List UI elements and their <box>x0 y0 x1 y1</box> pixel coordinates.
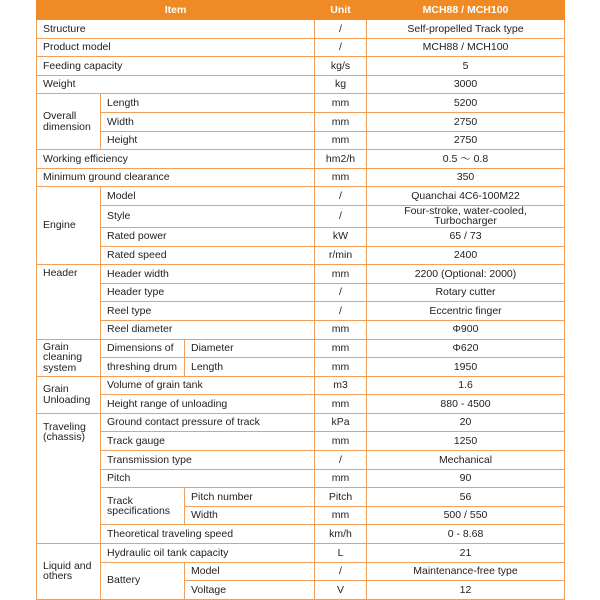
row-unit: km/h <box>315 525 367 544</box>
row-sublabel: Dimensions of <box>101 339 185 358</box>
row-label: Hydraulic oil tank capacity <box>101 544 315 563</box>
table-row <box>37 376 565 395</box>
group-label-grain-cleaning: Grain cleaning system <box>37 339 101 376</box>
row-unit: V <box>315 581 367 600</box>
row-label: Feeding capacity <box>37 57 315 76</box>
row-unit: kg/s <box>315 57 367 76</box>
table-row <box>37 395 565 414</box>
table-row <box>37 227 565 246</box>
row-value: Φ900 <box>367 320 565 339</box>
row-value: 65 / 73 <box>367 227 565 246</box>
row-label: Structure <box>37 20 315 39</box>
row-label: Ground contact pressure of track <box>101 413 315 432</box>
row-label: Height <box>101 131 315 150</box>
row-value: Quanchai 4C6-100M22 <box>367 187 565 206</box>
row-value: 2750 <box>367 131 565 150</box>
row-value: 1950 <box>367 358 565 377</box>
table-row <box>37 94 565 113</box>
group-label-liquid: Liquid and others <box>37 544 101 600</box>
table-row <box>37 246 565 265</box>
row-value: 90 <box>367 469 565 488</box>
row-unit: Pitch <box>315 488 367 507</box>
row-value: 2400 <box>367 246 565 265</box>
table-row <box>37 302 565 321</box>
group-label-overall-dimension: Overall dimension <box>37 94 101 150</box>
row-label: Product model <box>37 38 315 57</box>
header-item: Item <box>37 1 315 20</box>
table-row <box>37 283 565 302</box>
table-row <box>37 265 565 284</box>
group-label-traveling: Traveling (chassis) <box>37 413 101 543</box>
row-unit: mm <box>315 358 367 377</box>
row-label: Working efficiency <box>37 150 315 169</box>
row-unit: mm <box>315 339 367 358</box>
header-model: MCH88 / MCH100 <box>367 1 565 20</box>
row-unit: / <box>315 562 367 581</box>
table-row <box>37 75 565 94</box>
row-unit: mm <box>315 506 367 525</box>
row-label: Length <box>185 358 315 377</box>
row-unit: mm <box>315 469 367 488</box>
row-value: 2750 <box>367 112 565 131</box>
row-label: Diameter <box>185 339 315 358</box>
table-row <box>37 131 565 150</box>
row-label: Length <box>101 94 315 113</box>
row-value: 500 / 550 <box>367 506 565 525</box>
table-row <box>37 339 565 358</box>
row-label: Reel diameter <box>101 320 315 339</box>
row-label: Header width <box>101 265 315 284</box>
row-sublabel: threshing drum <box>101 358 185 377</box>
row-value: 21 <box>367 544 565 563</box>
row-unit: mm <box>315 131 367 150</box>
table-row <box>37 20 565 39</box>
row-value: 2200 (Optional: 2000) <box>367 265 565 284</box>
table-row <box>37 168 565 187</box>
row-label: Rated power <box>101 227 315 246</box>
row-value: 1250 <box>367 432 565 451</box>
row-label: Pitch <box>101 469 315 488</box>
row-unit: mm <box>315 265 367 284</box>
row-label: Width <box>185 506 315 525</box>
table-row <box>37 432 565 451</box>
row-value: 12 <box>367 581 565 600</box>
row-unit: mm <box>315 168 367 187</box>
row-label: Voltage <box>185 581 315 600</box>
row-label: Rated speed <box>101 246 315 265</box>
table-row <box>37 358 565 377</box>
row-unit: / <box>315 38 367 57</box>
group-label-grain-unloading: Grain Unloading <box>37 376 101 413</box>
row-unit: / <box>315 205 367 227</box>
row-label: Width <box>101 112 315 131</box>
row-unit: / <box>315 187 367 206</box>
table-row <box>37 562 565 581</box>
row-label: Pitch number <box>185 488 315 507</box>
table-row <box>37 413 565 432</box>
row-unit: mm <box>315 395 367 414</box>
row-label: Track gauge <box>101 432 315 451</box>
row-unit: L <box>315 544 367 563</box>
row-value: Mechanical <box>367 451 565 470</box>
row-unit: mm <box>315 112 367 131</box>
table-row <box>37 205 565 227</box>
group-label-header: Header <box>37 265 101 339</box>
row-unit: r/min <box>315 246 367 265</box>
row-label: Model <box>185 562 315 581</box>
battery-label: Battery <box>101 562 185 599</box>
row-unit: / <box>315 20 367 39</box>
row-label: Volume of grain tank <box>101 376 315 395</box>
row-value: 350 <box>367 168 565 187</box>
table-header-row <box>37 1 565 20</box>
row-label: Height range of unloading <box>101 395 315 414</box>
table-row <box>37 525 565 544</box>
row-label: Transmission type <box>101 451 315 470</box>
row-value: 20 <box>367 413 565 432</box>
row-unit: m3 <box>315 376 367 395</box>
row-value: Rotary cutter <box>367 283 565 302</box>
header-unit: Unit <box>315 1 367 20</box>
row-value: Self-propelled Track type <box>367 20 565 39</box>
table-row <box>37 469 565 488</box>
row-label: Model <box>101 187 315 206</box>
table-row <box>37 187 565 206</box>
row-value: Maintenance-free type <box>367 562 565 581</box>
row-unit: kPa <box>315 413 367 432</box>
row-value: MCH88 / MCH100 <box>367 38 565 57</box>
row-label: Style <box>101 205 315 227</box>
row-value: 0 - 8.68 <box>367 525 565 544</box>
row-value: Four-stroke, water-cooled, Turbocharger <box>367 205 565 227</box>
row-value: 1.6 <box>367 376 565 395</box>
row-unit: kW <box>315 227 367 246</box>
row-value: 56 <box>367 488 565 507</box>
table-row <box>37 544 565 563</box>
row-label: Header type <box>101 283 315 302</box>
row-value: 880 - 4500 <box>367 395 565 414</box>
row-value: 0.5 ～ 0.8 <box>367 150 565 169</box>
table-row <box>37 57 565 76</box>
track-specifications-label: Track specifications <box>101 488 185 525</box>
spec-table <box>36 0 565 600</box>
row-value: Eccentric finger <box>367 302 565 321</box>
table-row <box>37 150 565 169</box>
row-value: 3000 <box>367 75 565 94</box>
row-unit: hm2/h <box>315 150 367 169</box>
row-unit: / <box>315 451 367 470</box>
row-unit: mm <box>315 94 367 113</box>
table-row <box>37 38 565 57</box>
row-unit: mm <box>315 432 367 451</box>
row-value: Φ620 <box>367 339 565 358</box>
table-row <box>37 320 565 339</box>
row-unit: mm <box>315 320 367 339</box>
row-value: 5200 <box>367 94 565 113</box>
table-row <box>37 112 565 131</box>
table-row <box>37 451 565 470</box>
row-label: Weight <box>37 75 315 94</box>
row-label: Minimum ground clearance <box>37 168 315 187</box>
group-label-engine: Engine <box>37 187 101 265</box>
row-value: 5 <box>367 57 565 76</box>
row-label: Theoretical traveling speed <box>101 525 315 544</box>
row-label: Reel type <box>101 302 315 321</box>
row-unit: / <box>315 283 367 302</box>
row-unit: / <box>315 302 367 321</box>
table-row <box>37 488 565 507</box>
row-unit: kg <box>315 75 367 94</box>
